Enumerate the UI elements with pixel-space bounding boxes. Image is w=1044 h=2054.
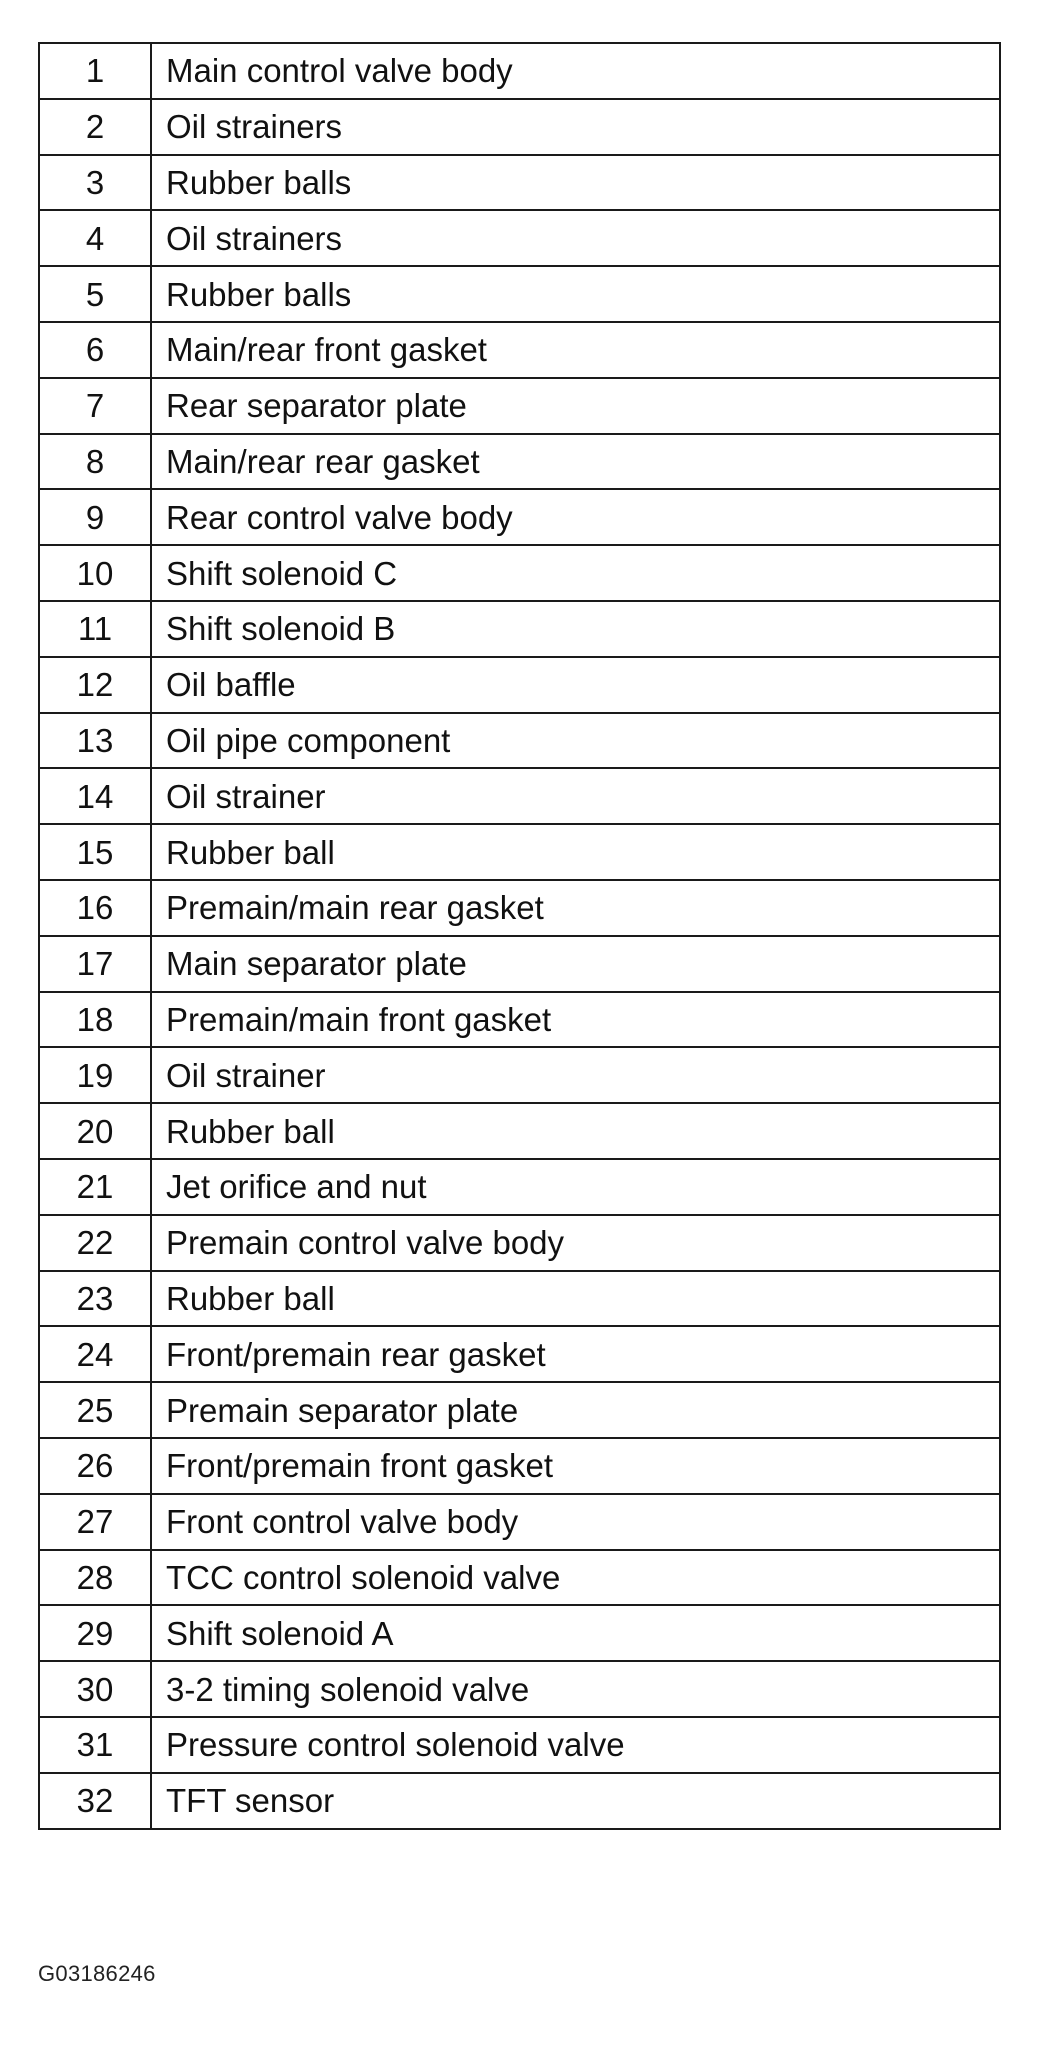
table-row	[39, 1271, 1000, 1327]
item-description: Oil strainers	[151, 99, 1000, 155]
item-number: 28	[39, 1550, 151, 1606]
table-row	[39, 601, 1000, 657]
item-number: 10	[39, 545, 151, 601]
item-number: 30	[39, 1661, 151, 1717]
item-number: 21	[39, 1159, 151, 1215]
item-number: 6	[39, 322, 151, 378]
item-number: 7	[39, 378, 151, 434]
item-number: 31	[39, 1717, 151, 1773]
table-row	[39, 43, 1000, 99]
item-description: Front/premain rear gasket	[151, 1326, 1000, 1382]
item-number: 8	[39, 434, 151, 490]
item-description: Rear control valve body	[151, 489, 1000, 545]
item-description: Main/rear rear gasket	[151, 434, 1000, 490]
table-row	[39, 1717, 1000, 1773]
item-number: 20	[39, 1103, 151, 1159]
item-description: Front/premain front gasket	[151, 1438, 1000, 1494]
table-row	[39, 657, 1000, 713]
table-row	[39, 1215, 1000, 1271]
table-row	[39, 1661, 1000, 1717]
table-row	[39, 489, 1000, 545]
table-row	[39, 155, 1000, 211]
item-description: TCC control solenoid valve	[151, 1550, 1000, 1606]
item-description: Shift solenoid A	[151, 1605, 1000, 1661]
item-number: 9	[39, 489, 151, 545]
item-description: Pressure control solenoid valve	[151, 1717, 1000, 1773]
table-row	[39, 992, 1000, 1048]
item-description: Oil strainer	[151, 768, 1000, 824]
table-row	[39, 1382, 1000, 1438]
item-number: 11	[39, 601, 151, 657]
item-description: Rubber ball	[151, 1103, 1000, 1159]
item-number: 17	[39, 936, 151, 992]
item-number: 12	[39, 657, 151, 713]
table-row	[39, 266, 1000, 322]
table-row	[39, 1438, 1000, 1494]
table-row	[39, 99, 1000, 155]
table-row	[39, 434, 1000, 490]
table-row	[39, 824, 1000, 880]
item-description: Jet orifice and nut	[151, 1159, 1000, 1215]
item-description: Main separator plate	[151, 936, 1000, 992]
item-description: Oil baffle	[151, 657, 1000, 713]
item-description: Premain control valve body	[151, 1215, 1000, 1271]
item-number: 18	[39, 992, 151, 1048]
item-number: 15	[39, 824, 151, 880]
table-row	[39, 713, 1000, 769]
item-number: 5	[39, 266, 151, 322]
item-description: Premain/main front gasket	[151, 992, 1000, 1048]
table-row	[39, 1550, 1000, 1606]
item-number: 19	[39, 1047, 151, 1103]
table-row	[39, 1047, 1000, 1103]
table-row	[39, 936, 1000, 992]
table-row	[39, 768, 1000, 824]
item-description: Rubber ball	[151, 824, 1000, 880]
table-row	[39, 1159, 1000, 1215]
parts-legend-table	[38, 42, 1001, 1830]
item-number: 24	[39, 1326, 151, 1382]
table-row	[39, 880, 1000, 936]
item-description: Shift solenoid B	[151, 601, 1000, 657]
parts-legend-body	[39, 43, 1000, 1829]
table-row	[39, 1103, 1000, 1159]
item-description: Main control valve body	[151, 43, 1000, 99]
table-row	[39, 1494, 1000, 1550]
item-number: 2	[39, 99, 151, 155]
item-number: 26	[39, 1438, 151, 1494]
item-description: Shift solenoid C	[151, 545, 1000, 601]
item-number: 16	[39, 880, 151, 936]
item-number: 25	[39, 1382, 151, 1438]
item-description: Rubber ball	[151, 1271, 1000, 1327]
item-description: Rubber balls	[151, 266, 1000, 322]
table-row	[39, 210, 1000, 266]
item-description: Main/rear front gasket	[151, 322, 1000, 378]
item-number: 1	[39, 43, 151, 99]
item-description: TFT sensor	[151, 1773, 1000, 1829]
table-row	[39, 322, 1000, 378]
item-description: Front control valve body	[151, 1494, 1000, 1550]
figure-id: G03186246	[38, 1961, 156, 1986]
item-number: 4	[39, 210, 151, 266]
table-row	[39, 1605, 1000, 1661]
item-number: 14	[39, 768, 151, 824]
item-description: 3-2 timing solenoid valve	[151, 1661, 1000, 1717]
item-description: Oil strainer	[151, 1047, 1000, 1103]
item-description: Oil strainers	[151, 210, 1000, 266]
table-row	[39, 545, 1000, 601]
item-description: Premain separator plate	[151, 1382, 1000, 1438]
item-number: 23	[39, 1271, 151, 1327]
item-number: 27	[39, 1494, 151, 1550]
item-number: 13	[39, 713, 151, 769]
item-number: 3	[39, 155, 151, 211]
item-number: 29	[39, 1605, 151, 1661]
table-row	[39, 1326, 1000, 1382]
item-description: Rubber balls	[151, 155, 1000, 211]
item-number: 32	[39, 1773, 151, 1829]
item-number: 22	[39, 1215, 151, 1271]
item-description: Premain/main rear gasket	[151, 880, 1000, 936]
item-description: Oil pipe component	[151, 713, 1000, 769]
item-description: Rear separator plate	[151, 378, 1000, 434]
table-row	[39, 1773, 1000, 1829]
table-row	[39, 378, 1000, 434]
